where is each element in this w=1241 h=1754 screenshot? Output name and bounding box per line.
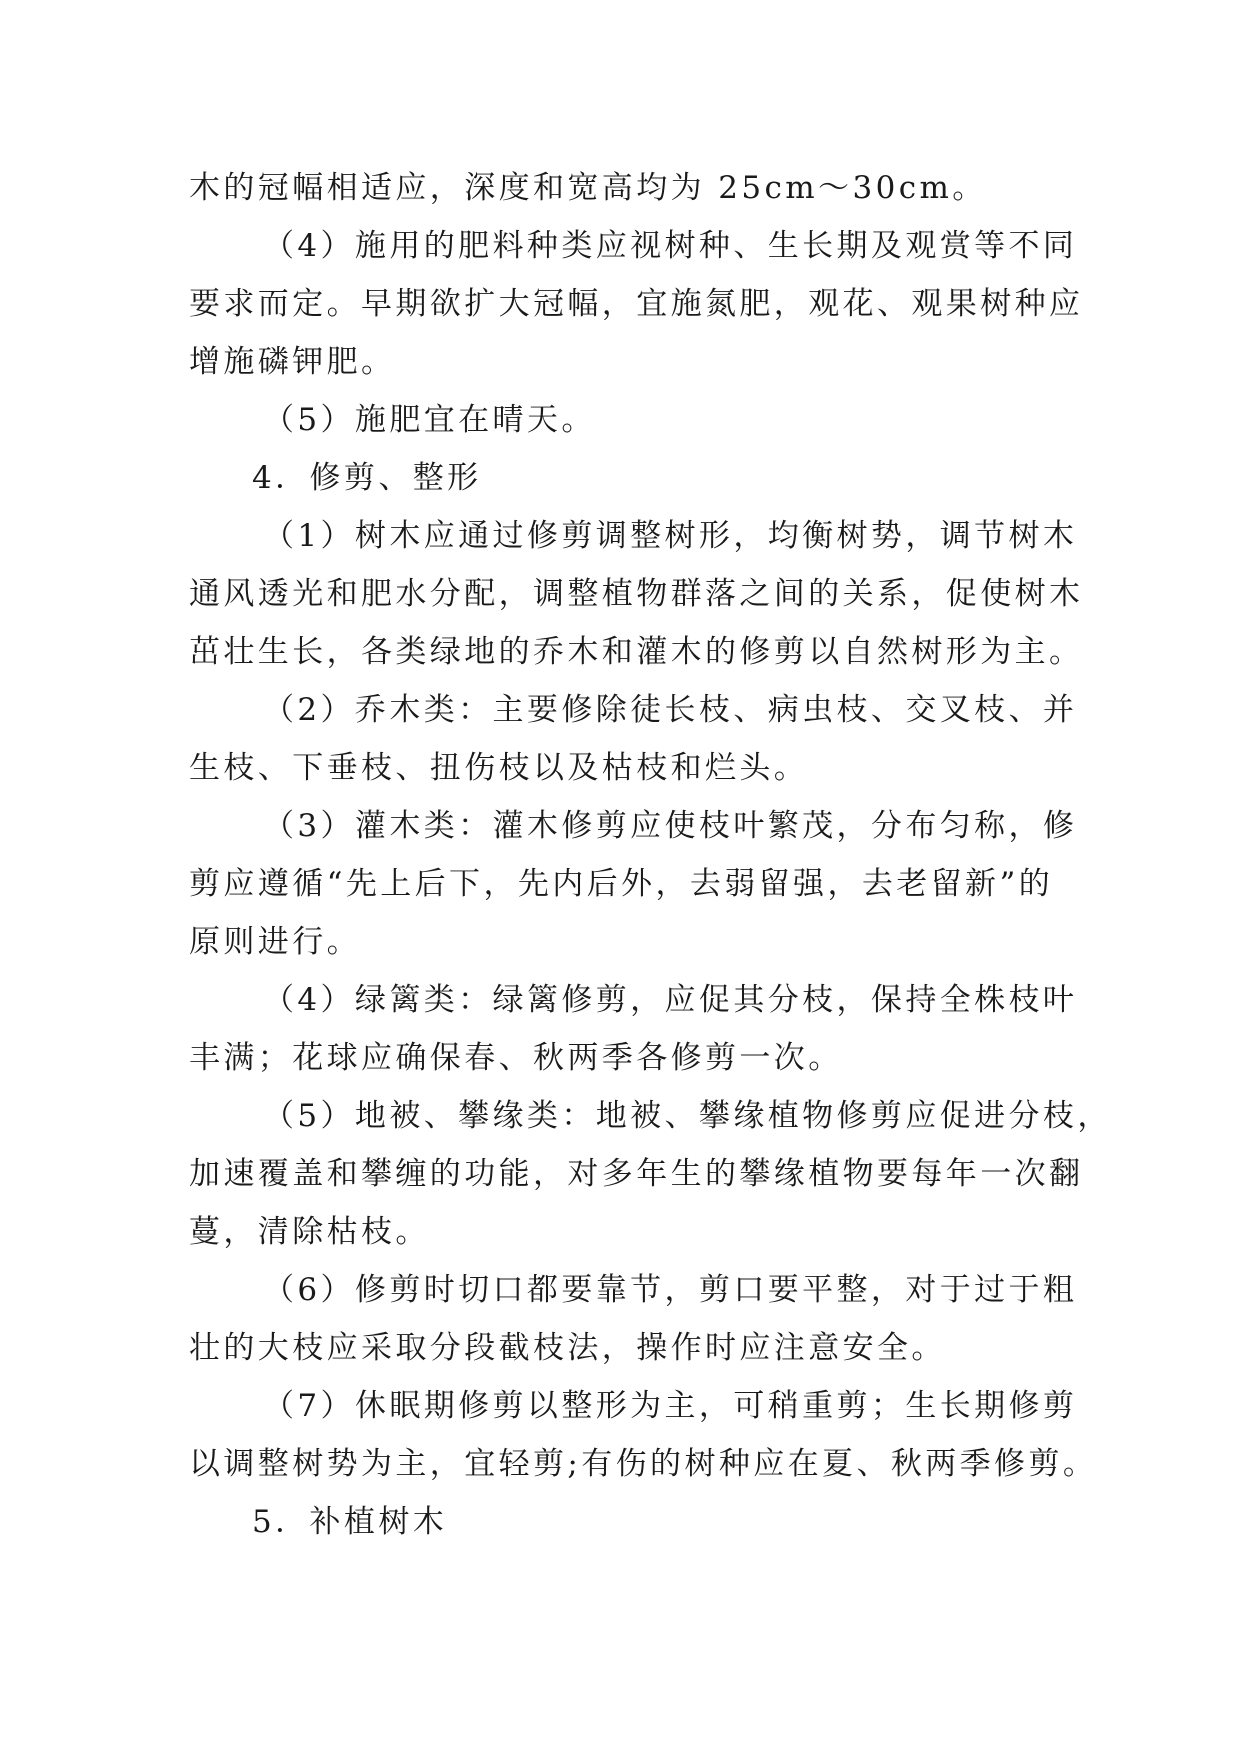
text-line: 通风透光和肥水分配，调整植物群落之间的关系，促使树木 — [189, 576, 1084, 612]
text-line: （1）树木应通过修剪调整树形，均衡树势，调节树木 — [263, 518, 1078, 554]
text-line: （4）绿篱类：绿篱修剪，应促其分枝，保持全株枝叶 — [263, 982, 1078, 1018]
text-line: 增施磷钾肥。 — [189, 344, 396, 380]
text-line: （7）休眠期修剪以整形为主，可稍重剪；生长期修剪 — [263, 1388, 1078, 1424]
text-line: 剪应遵循“先上后下，先内后外，去弱留强，去老留新”的 — [189, 866, 1054, 902]
text-line: （5）施肥宜在晴天。 — [263, 402, 596, 438]
text-line: 茁壮生长，各类绿地的乔木和灌木的修剪以自然树形为主。 — [189, 634, 1084, 670]
text-line: 加速覆盖和攀缠的功能，对多年生的攀缘植物要每年一次翻 — [189, 1156, 1084, 1192]
text-line: 木的冠幅相适应，深度和宽高均为 25cm～30cm。 — [189, 170, 987, 206]
text-line: 蔓，清除枯枝。 — [189, 1214, 430, 1250]
text-line: （5）地被、攀缘类：地被、攀缘植物修剪应促进分枝， — [263, 1098, 1112, 1134]
text-line: （3）灌木类：灌木修剪应使枝叶繁茂，分布匀称，修 — [263, 808, 1078, 844]
text-line: 壮的大枝应采取分段截枝法，操作时应注意安全。 — [189, 1330, 946, 1366]
text-line: 以调整树势为主，宜轻剪;有伤的树种应在夏、秋两季修剪。 — [189, 1446, 1098, 1482]
text-line: （4）施用的肥料种类应视树种、生长期及观赏等不同 — [263, 228, 1078, 264]
text-line: 生枝、下垂枝、扭伤枝以及枯枝和烂头。 — [189, 750, 809, 786]
text-line: 丰满；花球应确保春、秋两季各修剪一次。 — [189, 1040, 843, 1076]
text-line: 要求而定。早期欲扩大冠幅，宜施氮肥，观花、观果树种应 — [189, 286, 1084, 322]
section-heading: 5．补植树木 — [252, 1504, 448, 1540]
text-line: （6）修剪时切口都要靠节，剪口要平整，对于过于粗 — [263, 1272, 1078, 1308]
text-line: （2）乔木类：主要修除徒长枝、病虫枝、交叉枝、并 — [263, 692, 1078, 728]
section-heading: 4．修剪、整形 — [252, 460, 482, 496]
text-line: 原则进行。 — [189, 924, 361, 960]
